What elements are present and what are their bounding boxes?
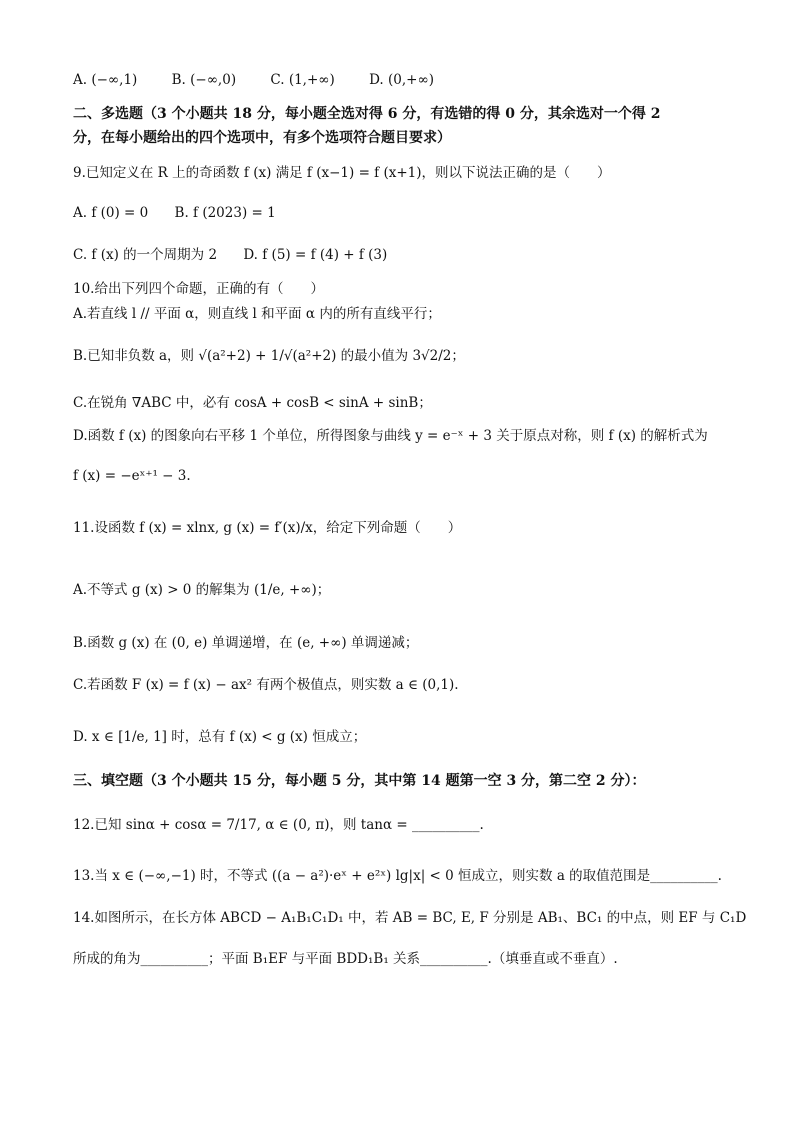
q10-option-c: C.在锐角 ∇ABC 中，必有 cosA + cosB < sinA + sinB； (73, 395, 432, 411)
q8-option-b: B. (−∞,0) (171, 72, 237, 88)
q12: 12.已知 sinα + cosα = 7/17, α ∈ (0, π)，则 tanα = __________. (73, 817, 484, 833)
q9-option-d: D. f (5) = f (4) + f (3) (243, 247, 388, 263)
section3-header: 三、填空题（3 个小题共 15 分，每小题 5 分，其中第 14 题第一空 3 分，第二空 2 分）： (73, 773, 646, 789)
q11-option-d: D. x ∈ [1/e, 1] 时，总有 f (x) < g (x) 恒成立； (73, 729, 367, 745)
q10-option-d-line1: D.函数 f (x) 的图象向右平移 1 个单位，所得图象与曲线 y = e⁻ˣ + 3 关于原点对称，则 f (x) 的解析式为 (73, 428, 708, 444)
q11-option-c: C.若函数 F (x) = f (x) − ax² 有两个极值点，则实数 a ∈ (0,1). (73, 677, 459, 693)
q8-option-a: A. (−∞,1) (73, 72, 138, 88)
q10-option-d-line2: f (x) = −eˣ⁺¹ − 3. (73, 468, 191, 484)
section2-header-line2: 分，在每小题给出的四个选项中，有多个选项符合题目要求） (73, 130, 451, 146)
q8-option-d: D. (0,+∞) (369, 72, 434, 88)
q10-option-b: B.已知非负数 a，则 √(a²+2) + 1/√(a²+2) 的最小值为 3√2/2； (73, 348, 465, 364)
q8-option-c: C. (1,+∞) (270, 72, 335, 88)
q9-options-ab (73, 203, 298, 223)
q10-option-a: A.若直线 l // 平面 α，则直线 l 和平面 α 内的所有直线平行； (73, 306, 441, 322)
q9-option-a: A. f (0) = 0 (73, 205, 149, 221)
q10-stem: 10.给出下列四个命题，正确的有（ ） (73, 281, 324, 297)
q9-option-b: B. f (2023) = 1 (174, 205, 276, 221)
q14-line1: 14.如图所示，在长方体 ABCD − A₁B₁C₁D₁ 中，若 AB = BC, E, F 分别是 AB₁、BC₁ 的中点，则 EF 与 C₁D (73, 910, 747, 926)
section2-header-line1: 二、多选题（3 个小题共 18 分，每小题全选对得 6 分，有选错的得 0 分，其余选对一个得 2 (73, 106, 661, 122)
q11-option-a: A.不等式 g (x) > 0 的解集为 (1/e, +∞)； (73, 582, 331, 598)
q11-stem: 11.设函数 f (x) = xlnx, g (x) = f′(x)/x，给定下列命题（ ） (73, 520, 462, 536)
q9-option-c: C. f (x) 的一个周期为 2 (73, 247, 218, 263)
q8-options (73, 70, 464, 90)
q13: 13.当 x ∈ (−∞,−1) 时，不等式 ((a − a²)·eˣ + e²ˣ) lg|x| < 0 恒成立，则实数 a 的取值范围是__________. (73, 868, 722, 884)
q14-line2: 所成的角为__________；平面 B₁EF 与平面 BDD₁B₁ 关系__________.（填垂直或不垂直）. (73, 951, 618, 967)
q9-stem: 9.已知定义在 R 上的奇函数 f (x) 满足 f (x−1) = f (x+1)，则以下说法正确的是（ ） (73, 165, 611, 181)
q11-option-b: B.函数 g (x) 在 (0, e) 单调递增，在 (e, +∞) 单调递减； (73, 635, 419, 651)
q9-options-cd (73, 245, 409, 265)
